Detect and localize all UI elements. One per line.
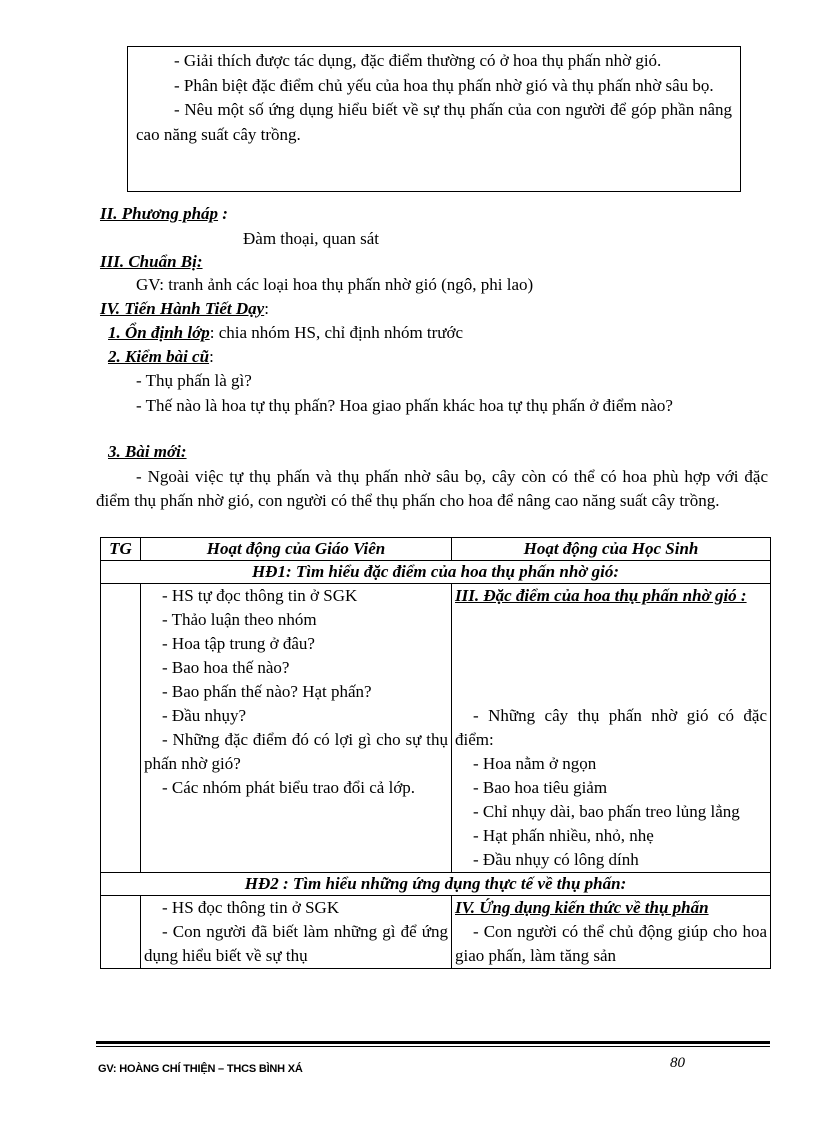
hd1-title-row [101, 561, 771, 584]
process-heading-line [100, 298, 269, 320]
prep-heading: III. Chuẩn Bị: [100, 252, 203, 271]
method-heading-line [100, 203, 228, 225]
step2-label: 2. Kiểm bài cũ [108, 347, 210, 366]
list-item: - Những đặc điểm đó có lợi gì cho sự thụ phấn nhờ gió? [144, 730, 448, 773]
list-item: - Các nhóm phát biểu trao đổi cả lớp. [162, 778, 416, 797]
objective-item: - Giải thích được tác dụng, đặc điểm thường có ở hoa thụ phấn nhờ gió. [174, 51, 662, 70]
table-header-row [101, 538, 771, 561]
step1-label: 1. Ổn định lớp [108, 323, 210, 342]
hd1-teacher-cell [141, 584, 452, 873]
prep-text: GV: tranh ảnh các loại hoa thụ phấn nhờ gió (ngô, phi lao) [136, 275, 534, 294]
list-item: - HS đọc thông tin ở SGK [162, 898, 340, 917]
list-item: - Hoa nằm ở ngọn [473, 754, 597, 773]
method-text: Đàm thoại, quan sát [243, 229, 379, 248]
list-item: - Thảo luận theo nhóm [162, 610, 317, 629]
hd1-tg-cell [101, 584, 141, 873]
col-student-header: Hoạt động của Học Sinh [452, 538, 771, 561]
list-item: - Hạt phấn nhiều, nhỏ, nhẹ [473, 826, 654, 845]
list-item: - Con người có thể chủ động giúp cho hoa giao phấn, làm tăng sản [455, 922, 767, 965]
hd2-student-cell [452, 896, 771, 969]
activity-table [100, 537, 771, 969]
process-colon: : [264, 299, 269, 318]
list-item: - Đầu nhụy có lông dính [473, 850, 639, 869]
hd2-title: HĐ2 : Tìm hiểu những ứng dụng thực tế về thụ phấn: [101, 873, 771, 896]
hd1-title: HĐ1: Tìm hiểu đặc điểm của hoa thụ phấn nhờ gió: [101, 561, 771, 584]
objective-item: - Nêu một số ứng dụng hiểu biết về sự thụ phấn của con người để góp phần nâng cao năng suất cây trồng. [136, 100, 732, 144]
col-teacher-header: Hoạt động của Giáo Viên [141, 538, 452, 561]
old-question-2: - Thế nào là hoa tự thụ phấn? Hoa giao phấn khác hoa tự thụ phấn ở điểm nào? [136, 396, 673, 415]
old-question-1: - Thụ phấn là gì? [136, 371, 252, 390]
method-colon: : [218, 204, 228, 223]
step1-line [108, 322, 463, 344]
process-heading: IV. Tiến Hành Tiết Dạy [100, 299, 265, 318]
step3-line [108, 441, 187, 463]
step2-colon: : [209, 347, 214, 366]
hd1-content-row [101, 584, 771, 873]
hd2-content-row [101, 896, 771, 969]
col-tg-header: TG [101, 538, 141, 561]
hd2-teacher-cell [141, 896, 452, 969]
footer-author: GV: HOÀNG CHÍ THIỆN – THCS BÌNH XÁ [98, 1063, 303, 1075]
footer-rule-thin [96, 1046, 770, 1047]
hd2-title-row [101, 873, 771, 896]
list-item: - Con người đã biết làm những gì để ứng dụng hiểu biết về sự thụ [144, 922, 448, 965]
list-item: - Chỉ nhụy dài, bao phấn treo lủng lẳng [473, 802, 740, 821]
list-item: - Đầu nhụy? [162, 706, 247, 725]
page-number: 80 [670, 1055, 685, 1071]
footer-rule-thick [96, 1041, 770, 1044]
objective-item: - Phân biệt đặc điểm chủ yếu của hoa thụ phấn nhờ gió và thụ phấn nhờ sâu bọ. [174, 75, 714, 95]
list-item: - Bao hoa thế nào? [162, 658, 290, 677]
hd1-student-title: III. Đặc điểm của hoa thụ phấn nhờ gió : [455, 586, 747, 605]
method-heading: II. Phương pháp [100, 204, 219, 223]
hd2-student-title: IV. Ứng dụng kiến thức về thụ phấn [455, 898, 709, 917]
list-item: - HS tự đọc thông tin ở SGK [162, 586, 358, 605]
list-item: - Những cây thụ phấn nhờ gió có đặc điểm: [455, 706, 767, 749]
hd1-student-cell [452, 584, 771, 873]
objectives-box [127, 46, 741, 192]
hd2-tg-cell [101, 896, 141, 969]
list-item: - Bao phấn thế nào? Hạt phấn? [162, 682, 372, 701]
step3-label: 3. Bài mới: [108, 442, 187, 461]
lesson-intro: - Ngoài việc tự thụ phấn và thụ phấn nhờ sâu bọ, cây còn có thể có hoa phù hợp với đặc điểm thụ phấn nhờ gió, con người có thể thụ phấn cho hoa để nâng cao năng suất cây trồng. [96, 467, 768, 510]
list-item: - Hoa tập trung ở đâu? [162, 634, 315, 653]
list-item: - Bao hoa tiêu giảm [473, 778, 608, 797]
step2-line [108, 346, 214, 368]
step1-text: : chia nhóm HS, chỉ định nhóm trước [209, 323, 464, 342]
